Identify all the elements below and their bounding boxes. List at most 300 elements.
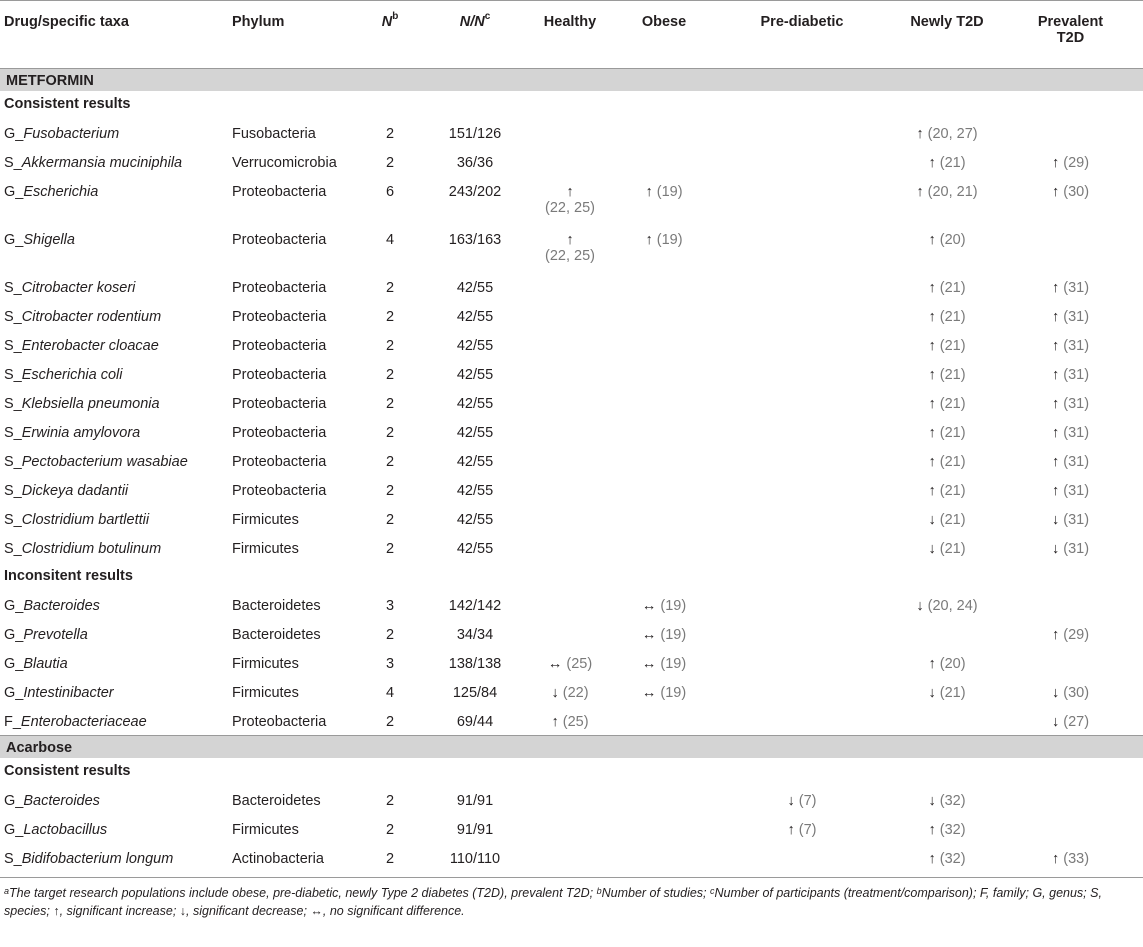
prediabetic-effect-cell xyxy=(708,505,896,534)
healthy-effect-cell xyxy=(520,360,620,389)
newly-effect-cell xyxy=(896,447,998,476)
prediabetic-effect-cell xyxy=(708,844,896,878)
effect-arrow-icon: ↑ xyxy=(1051,279,1060,296)
table-row xyxy=(0,148,1143,177)
reference-citation: (31) xyxy=(1063,279,1090,296)
prediabetic-effect-cell xyxy=(708,534,896,563)
reference-citation: (31) xyxy=(1063,511,1090,528)
taxon-prefix: S_ xyxy=(4,366,22,383)
newly-effect-cell xyxy=(896,225,998,273)
phylum-cell: Proteobacteria xyxy=(232,231,327,248)
reference-citation: (20, 21) xyxy=(927,183,978,200)
reference-citation: (25) xyxy=(566,655,593,672)
table-row xyxy=(0,591,1143,620)
prediabetic-effect-cell xyxy=(708,620,896,649)
table-row xyxy=(0,418,1143,447)
obese-effect-cell xyxy=(620,360,708,389)
obese-effect-cell xyxy=(620,786,708,815)
effect-arrow-icon: ↑ xyxy=(1051,337,1060,354)
n-cell: 2 xyxy=(385,125,395,142)
effect-arrow-icon: ↑ xyxy=(1051,308,1060,325)
n-cell: 2 xyxy=(385,337,395,354)
reference-citation: (19) xyxy=(656,231,683,248)
reference-citation: (19) xyxy=(660,597,687,614)
nn-cell: 42/55 xyxy=(456,337,494,354)
n-cell: 2 xyxy=(385,395,395,412)
effect-arrow-icon: ↓ xyxy=(1051,540,1060,557)
newly-effect-cell xyxy=(896,177,998,225)
reference-citation: (22) xyxy=(562,684,589,701)
healthy-effect-cell xyxy=(520,815,620,844)
taxon-name: Enterobacter cloacae xyxy=(21,337,159,354)
newly-effect-cell xyxy=(896,505,998,534)
phylum-cell: Firmicutes xyxy=(232,511,299,528)
taxon-cell xyxy=(0,678,228,707)
phylum-cell: Proteobacteria xyxy=(232,308,327,325)
prevalent-effect-cell xyxy=(998,649,1143,678)
newly-effect-cell xyxy=(896,302,998,331)
reference-citation: (7) xyxy=(798,821,817,838)
effect-arrow-icon: ↑ xyxy=(928,366,936,383)
table-row xyxy=(0,815,1143,844)
prevalent-effect-cell xyxy=(998,225,1143,273)
table-row xyxy=(0,620,1143,649)
prediabetic-effect-cell xyxy=(708,331,896,360)
reference-citation: (20, 24) xyxy=(927,597,978,614)
n-cell: 2 xyxy=(385,821,395,838)
nn-cell: 34/34 xyxy=(456,626,494,643)
table-row xyxy=(0,447,1143,476)
header-taxa: Drug/specific taxa xyxy=(0,1,228,69)
nn-cell: 42/55 xyxy=(456,540,494,557)
taxon-cell xyxy=(0,815,228,844)
taxon-name: Akkermansia muciniphila xyxy=(21,154,183,171)
prevalent-effect-cell xyxy=(998,786,1143,815)
table-row xyxy=(0,476,1143,505)
prediabetic-effect-cell xyxy=(708,678,896,707)
taxon-prefix: G_ xyxy=(4,183,24,200)
reference-citation: (21) xyxy=(939,540,966,557)
obese-effect-cell xyxy=(620,119,708,148)
effect-arrow-icon: ↑ xyxy=(928,655,936,672)
reference-citation: (27) xyxy=(1063,713,1090,730)
obese-effect-cell xyxy=(620,649,708,678)
prediabetic-effect-cell xyxy=(708,786,896,815)
effect-arrow-icon: ↑ xyxy=(928,424,936,441)
section-row xyxy=(0,736,1143,758)
header-n: $N^b$ xyxy=(350,1,430,69)
reference-citation: (21) xyxy=(939,279,966,296)
effect-arrow-icon: ↑ xyxy=(1051,482,1060,499)
reference-citation: (21) xyxy=(939,366,966,383)
healthy-effect-cell xyxy=(520,678,620,707)
effect-arrow-icon: ↓ xyxy=(928,540,936,557)
effect-arrow-icon: ↑ xyxy=(645,183,653,200)
reference-citation: (30) xyxy=(1063,183,1090,200)
effect-arrow-icon: ↑ xyxy=(1051,154,1060,171)
taxon-name: Clostridium botulinum xyxy=(21,540,162,557)
reference-citation: (19) xyxy=(660,626,687,643)
effect-arrow-icon: ↑ xyxy=(645,231,653,248)
n-cell: 2 xyxy=(385,713,395,730)
effect-arrow-icon: ↑ xyxy=(928,154,936,171)
reference-citation: (25) xyxy=(562,713,589,730)
phylum-cell: Proteobacteria xyxy=(232,183,327,200)
taxon-name: Citrobacter koseri xyxy=(21,279,136,296)
taxon-name: Bacteroides xyxy=(23,792,100,809)
taxon-name: Blautia xyxy=(23,655,68,672)
table-row xyxy=(0,331,1143,360)
effect-arrow-icon: ↑ xyxy=(1051,395,1060,412)
taxon-cell xyxy=(0,177,228,225)
phylum-cell: Firmicutes xyxy=(232,540,299,557)
newly-effect-cell xyxy=(896,360,998,389)
nn-cell: 42/55 xyxy=(456,366,494,383)
effect-arrow-icon: ↑ xyxy=(928,395,936,412)
taxon-cell xyxy=(0,225,228,273)
prediabetic-effect-cell xyxy=(708,476,896,505)
reference-citation: (32) xyxy=(939,792,966,809)
taxon-prefix: S_ xyxy=(4,337,22,354)
prevalent-effect-cell xyxy=(998,302,1143,331)
phylum-cell: Actinobacteria xyxy=(228,844,350,878)
newly-effect-cell xyxy=(896,418,998,447)
header-prediabetic: Pre-diabetic xyxy=(708,1,896,69)
taxon-prefix: G_ xyxy=(4,125,24,142)
reference-citation: (21) xyxy=(939,511,966,528)
newly-effect-cell xyxy=(896,591,998,620)
header-obese: Obese xyxy=(620,1,708,69)
effect-arrow-icon: ↔ xyxy=(641,626,657,643)
effect-arrow-icon: ↑ xyxy=(1051,850,1060,867)
obese-effect-cell xyxy=(620,476,708,505)
taxon-name: Prevotella xyxy=(23,626,88,643)
n-cell: 3 xyxy=(385,655,395,672)
taxon-prefix: G_ xyxy=(4,792,24,809)
phylum-cell: Proteobacteria xyxy=(232,337,327,354)
phylum-cell: Firmicutes xyxy=(232,821,299,838)
prevalent-effect-cell xyxy=(998,505,1143,534)
effect-arrow-icon: ↑ xyxy=(916,183,924,200)
effect-arrow-icon: ↑ xyxy=(787,821,795,838)
reference-citation: (30) xyxy=(1063,684,1090,701)
nn-cell: 91/91 xyxy=(456,792,494,809)
n-cell: 2 xyxy=(385,366,395,383)
phylum-cell: Proteobacteria xyxy=(232,395,327,412)
newly-effect-cell xyxy=(896,786,998,815)
taxon-name: Bidifobacterium longum xyxy=(21,850,174,867)
taxon-name: Pectobacterium wasabiae xyxy=(21,453,188,470)
prevalent-effect-cell xyxy=(998,177,1143,225)
effect-arrow-icon: ↓ xyxy=(928,684,936,701)
reference-citation: (21) xyxy=(939,482,966,499)
taxon-prefix: G_ xyxy=(4,231,24,248)
reference-citation: (21) xyxy=(939,453,966,470)
prevalent-effect-cell xyxy=(998,707,1143,736)
newly-effect-cell xyxy=(896,119,998,148)
obese-effect-cell xyxy=(620,591,708,620)
table-row xyxy=(0,302,1143,331)
n-cell: 2 xyxy=(385,424,395,441)
healthy-effect-cell xyxy=(520,302,620,331)
obese-effect-cell xyxy=(620,331,708,360)
obese-effect-cell xyxy=(620,418,708,447)
prevalent-effect-cell xyxy=(998,815,1143,844)
n-cell: 6 xyxy=(385,183,395,200)
reference-citation: (29) xyxy=(1063,626,1090,643)
table-row xyxy=(0,678,1143,707)
nn-cell: 110/110 xyxy=(430,844,520,878)
taxon-cell xyxy=(0,302,228,331)
nn-cell: 138/138 xyxy=(448,655,502,672)
taxon-name: Escherichia xyxy=(23,183,99,200)
healthy-effect-cell xyxy=(520,177,620,225)
prediabetic-effect-cell xyxy=(708,815,896,844)
n-cell: 2 xyxy=(385,511,395,528)
phylum-cell: Fusobacteria xyxy=(232,125,316,142)
phylum-cell: Proteobacteria xyxy=(232,453,327,470)
header-newly-t2d: Newly T2D xyxy=(896,1,998,69)
group-row xyxy=(0,758,1143,786)
group-label: Consistent results xyxy=(4,95,131,112)
taxon-name: Enterobacteriaceae xyxy=(20,713,147,730)
effect-arrow-icon: ↑ xyxy=(928,453,936,470)
taxon-prefix: S_ xyxy=(4,154,22,171)
prevalent-effect-cell xyxy=(998,119,1143,148)
obese-effect-cell xyxy=(620,389,708,418)
healthy-effect-cell xyxy=(520,649,620,678)
reference-citation: (21) xyxy=(939,684,966,701)
obese-effect-cell xyxy=(620,148,708,177)
taxon-prefix: S_ xyxy=(4,850,22,867)
prediabetic-effect-cell xyxy=(708,389,896,418)
newly-effect-cell xyxy=(896,534,998,563)
taxon-cell xyxy=(0,707,228,736)
taxon-cell xyxy=(0,148,228,177)
reference-citation: (31) xyxy=(1063,366,1090,383)
nn-cell: 163/163 xyxy=(448,231,502,248)
taxon-cell xyxy=(0,331,228,360)
healthy-effect-cell xyxy=(520,331,620,360)
prediabetic-effect-cell xyxy=(708,591,896,620)
prediabetic-effect-cell xyxy=(708,302,896,331)
n-cell: 2 xyxy=(385,453,395,470)
phylum-cell: Proteobacteria xyxy=(232,279,327,296)
effect-arrow-icon: ↑ xyxy=(928,850,936,867)
healthy-effect-cell xyxy=(520,225,620,273)
reference-citation: (7) xyxy=(798,792,817,809)
nn-cell: 42/55 xyxy=(456,453,494,470)
group-label: Consistent results xyxy=(4,762,131,779)
effect-arrow-icon: ↔ xyxy=(641,684,657,701)
prediabetic-effect-cell xyxy=(708,649,896,678)
effect-arrow-icon: ↑ xyxy=(928,482,936,499)
reference-citation: (32) xyxy=(939,850,966,867)
prediabetic-effect-cell xyxy=(708,225,896,273)
obese-effect-cell xyxy=(620,302,708,331)
nn-cell: 42/55 xyxy=(456,395,494,412)
healthy-effect-cell xyxy=(520,418,620,447)
effect-arrow-icon: ↓ xyxy=(928,792,936,809)
n-cell: 4 xyxy=(385,231,395,248)
n-cell: 2 xyxy=(385,308,395,325)
phylum-cell: Proteobacteria xyxy=(232,366,327,383)
reference-citation: (21) xyxy=(939,337,966,354)
reference-citation: (19) xyxy=(660,684,687,701)
taxon-name: Escherichia coli xyxy=(21,366,123,383)
header-prevalent-t2d: Prevalent T2D xyxy=(998,1,1143,69)
header-nn: $N/N^c$ xyxy=(430,1,520,69)
effect-arrow-icon: ↓ xyxy=(1051,511,1060,528)
newly-effect-cell xyxy=(896,678,998,707)
taxon-name: Erwinia amylovora xyxy=(21,424,141,441)
n-cell: 2 xyxy=(385,154,395,171)
table-row xyxy=(0,707,1143,736)
taxon-name: Shigella xyxy=(23,231,75,248)
effect-arrow-icon: ↑ xyxy=(1051,453,1060,470)
effect-arrow-icon: ↑ xyxy=(1051,366,1060,383)
taxon-prefix: S_ xyxy=(4,511,22,528)
group-row xyxy=(0,91,1143,119)
group-label: Inconsitent results xyxy=(4,567,133,584)
taxon-cell xyxy=(0,119,228,148)
n-cell: 2 xyxy=(385,792,395,809)
taxon-prefix: G_ xyxy=(4,626,24,643)
table-row xyxy=(0,177,1143,225)
header-phylum: Phylum xyxy=(228,1,350,69)
newly-effect-cell xyxy=(896,844,998,878)
nn-cell: 42/55 xyxy=(456,424,494,441)
reference-citation: (20, 27) xyxy=(927,125,978,142)
taxon-prefix: S_ xyxy=(4,395,22,412)
effect-arrow-icon: ↓ xyxy=(916,597,924,614)
prediabetic-effect-cell xyxy=(708,177,896,225)
prediabetic-effect-cell xyxy=(708,447,896,476)
phylum-cell: Bacteroidetes xyxy=(232,626,321,643)
nn-cell: 125/84 xyxy=(452,684,498,701)
phylum-cell: Verrucomicrobia xyxy=(232,154,337,171)
prediabetic-effect-cell xyxy=(708,148,896,177)
n-cell: 2 xyxy=(350,844,430,878)
newly-effect-cell xyxy=(896,649,998,678)
table-row xyxy=(0,389,1143,418)
reference-citation: (21) xyxy=(939,154,966,171)
section-row xyxy=(0,69,1143,91)
nn-cell: 42/55 xyxy=(456,482,494,499)
newly-effect-cell xyxy=(896,476,998,505)
effect-arrow-icon: ↑ xyxy=(1051,183,1060,200)
taxon-prefix: S_ xyxy=(4,424,22,441)
effect-arrow-icon: ↑ xyxy=(928,821,936,838)
effect-arrow-icon: ↑ xyxy=(551,713,559,730)
newly-effect-cell xyxy=(896,331,998,360)
reference-citation: (31) xyxy=(1063,395,1090,412)
effect-arrow-icon: ↓ xyxy=(928,511,936,528)
reference-citation: (20) xyxy=(939,655,966,672)
table-row xyxy=(0,649,1143,678)
effect-arrow-icon: ↔ xyxy=(641,655,657,672)
obese-effect-cell xyxy=(620,678,708,707)
nn-cell: 42/55 xyxy=(456,279,494,296)
obese-effect-cell xyxy=(620,844,708,878)
prevalent-effect-cell xyxy=(998,620,1143,649)
nn-cell: 142/142 xyxy=(448,597,502,614)
reference-citation: (33) xyxy=(1063,850,1090,867)
reference-citation: (19) xyxy=(656,183,683,200)
phylum-cell: Bacteroidetes xyxy=(232,597,321,614)
obese-effect-cell xyxy=(620,707,708,736)
nn-cell: 151/126 xyxy=(448,125,502,142)
prevalent-effect-cell xyxy=(998,476,1143,505)
phylum-cell: Firmicutes xyxy=(232,684,299,701)
prediabetic-effect-cell xyxy=(708,273,896,302)
table-row xyxy=(0,119,1143,148)
taxon-cell xyxy=(0,389,228,418)
phylum-cell: Bacteroidetes xyxy=(232,792,321,809)
healthy-effect-cell xyxy=(520,591,620,620)
prediabetic-effect-cell xyxy=(708,360,896,389)
prevalent-effect-cell xyxy=(998,591,1143,620)
group-row xyxy=(0,563,1143,591)
effect-arrow-icon: ↑ xyxy=(928,231,936,248)
prevalent-effect-cell xyxy=(998,389,1143,418)
effect-arrow-icon: ↑ xyxy=(1051,424,1060,441)
effect-arrow-icon: ↓ xyxy=(787,792,795,809)
taxon-cell xyxy=(0,447,228,476)
reference-citation: (21) xyxy=(939,395,966,412)
taxon-cell xyxy=(0,786,228,815)
prevalent-effect-cell xyxy=(998,447,1143,476)
taxon-cell xyxy=(0,418,228,447)
obese-effect-cell xyxy=(620,225,708,273)
effect-arrow-icon: ↑ xyxy=(566,231,574,248)
section-title: Acarbose xyxy=(0,736,1143,758)
healthy-effect-cell xyxy=(520,447,620,476)
n-cell: 2 xyxy=(385,279,395,296)
prevalent-effect-cell xyxy=(998,418,1143,447)
prediabetic-effect-cell xyxy=(708,707,896,736)
table-row xyxy=(0,273,1143,302)
newly-effect-cell xyxy=(896,389,998,418)
reference-citation: (31) xyxy=(1063,337,1090,354)
healthy-effect-cell xyxy=(520,273,620,302)
n-cell: 2 xyxy=(385,482,395,499)
obese-effect-cell xyxy=(620,620,708,649)
healthy-effect-cell xyxy=(520,389,620,418)
n-cell: 2 xyxy=(385,540,395,557)
taxon-cell xyxy=(0,360,228,389)
phylum-cell: Proteobacteria xyxy=(232,482,327,499)
effect-arrow-icon: ↓ xyxy=(1051,684,1060,701)
taxon-cell xyxy=(0,844,228,878)
effect-arrow-icon: ↑ xyxy=(928,308,936,325)
obese-effect-cell xyxy=(620,177,708,225)
effect-arrow-icon: ↑ xyxy=(1051,626,1060,643)
taxon-cell xyxy=(0,505,228,534)
healthy-effect-cell xyxy=(520,476,620,505)
taxon-prefix: S_ xyxy=(4,482,22,499)
nn-cell: 69/44 xyxy=(456,713,494,730)
footnote: $^a$The target research populations include obese, pre-diabetic, newly Type 2 diabetes (T2D), prevalent T2D; $^b$Number of studies; $^c$Number of participants (treatment/comparison); F, family; G, genus; S, species; ↑, significant increase; ↓, significant decrease; ↔, no significant difference. xyxy=(4,886,1102,918)
prevalent-effect-cell xyxy=(998,534,1143,563)
newly-effect-cell xyxy=(896,707,998,736)
effect-arrow-icon: ↑ xyxy=(916,125,924,142)
nn-cell: 243/202 xyxy=(448,183,502,200)
newly-effect-cell xyxy=(896,815,998,844)
taxon-prefix: G_ xyxy=(4,597,24,614)
table-row xyxy=(0,225,1143,273)
taxon-prefix: S_ xyxy=(4,540,22,557)
